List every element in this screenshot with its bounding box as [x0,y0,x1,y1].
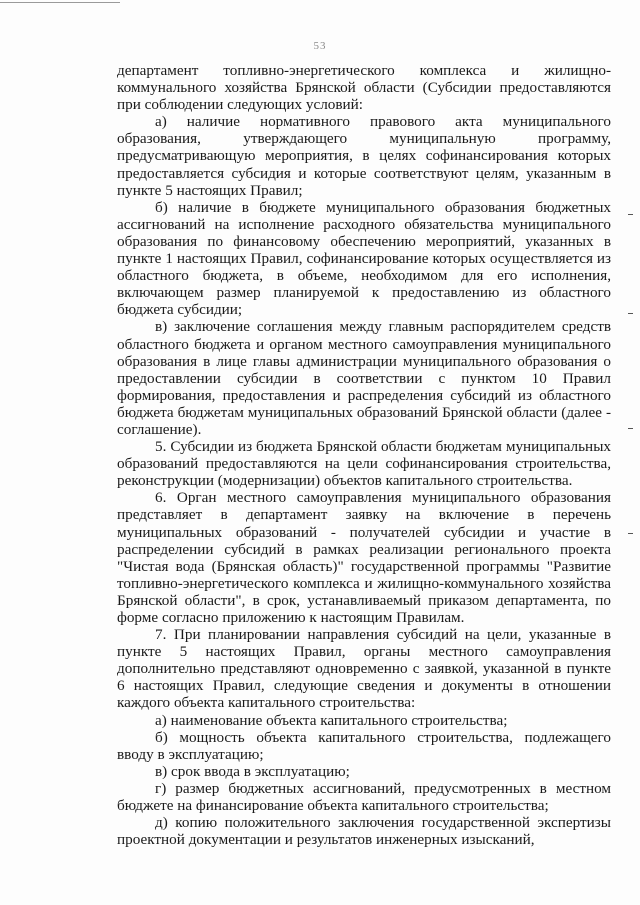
margin-mark [628,214,633,215]
paragraph: 6. Орган местного самоуправления муниципального образования представляет в департамент заявку на включение в перечень муниципальных образований - получателей субсидии и участие в распределении субсидий в рамках реализации регионального проекта "Чистая вода (Брянская область)" государственной программы "Развитие топливно-энергетического комплекса и жилищно-коммунального хозяйства Брянской области", в срок, устанавливаемый приказом департамента, по форме согласно приложению к настоящим Правилам. [117,489,611,626]
paragraph: г) размер бюджетных ассигнований, предусмотренных в местном бюджете на финансирование объекта капитального строительства; [117,779,611,815]
margin-mark [628,533,633,534]
paragraph: 7. При планировании направления субсидий на цели, указанные в пункте 5 настоящих Правил, органы местного самоуправления дополнительно представляют одновременно с заявкой, указанной в пункте 6 настоящих Правил, следующие сведения и документы в отношении каждого объекта капитального строительства: [117,626,611,712]
margin-mark [628,428,633,429]
margin-mark [628,313,633,314]
top-rule [0,2,120,3]
paragraph: а) наименование объекта капитального строительства; [155,711,508,729]
paragraph: д) копию положительного заключения государственной экспертизы проектной документации и результатов инженерных изысканий, [117,814,611,849]
paragraph: б) мощность объекта капитального строительства, подлежащего вводу в эксплуатацию; [117,728,611,763]
body-text [117,62,611,848]
paragraph: в) срок ввода в эксплуатацию; [155,762,350,780]
paragraph: 5. Субсидии из бюджета Брянской области бюджетам муниципальных образований предоставляются на цели софинансирования строительства, реконструкции (модернизации) объектов капитального строительства. [117,438,611,490]
paragraph: б) наличие в бюджете муниципального образования бюджетных ассигнований на исполнение расходного обязательства муниципального образования по финансовому обеспечению мероприятий, указанных в пункте 1 настоящих Правил, софинансирование которых осуществляется из областного бюджета, в объеме, необходимом для его исполнения, включающем размер планируемой к предоставлению из областного бюджета субсидии; [117,198,611,319]
paragraph: а) наличие нормативного правового акта муниципального образования, утверждающего муниципальную программу, предусматривающую мероприятия, в целях софинансирования которых предоставляется субсидия и которые соответствуют целям, указанным в пункте 5 настоящих Правил; [117,113,611,199]
paragraph: департамент топливно-энергетического комплекса и жилищно-коммунального хозяйства Брянской области (Субсидии предоставляются при соблюдении следующих условий: [117,62,611,114]
paragraph: в) заключение соглашения между главным распорядителем средств областного бюджета и органом местного самоуправления муниципального образования в лице главы администрации муниципального образования о предоставлении субсидии в соответствии с пунктом 10 Правил формирования, предоставления и распределения субсидий из областного бюджета бюджетам муниципальных образований Брянской области (далее - соглашение). [117,318,611,438]
page-number: 53 [313,40,327,52]
